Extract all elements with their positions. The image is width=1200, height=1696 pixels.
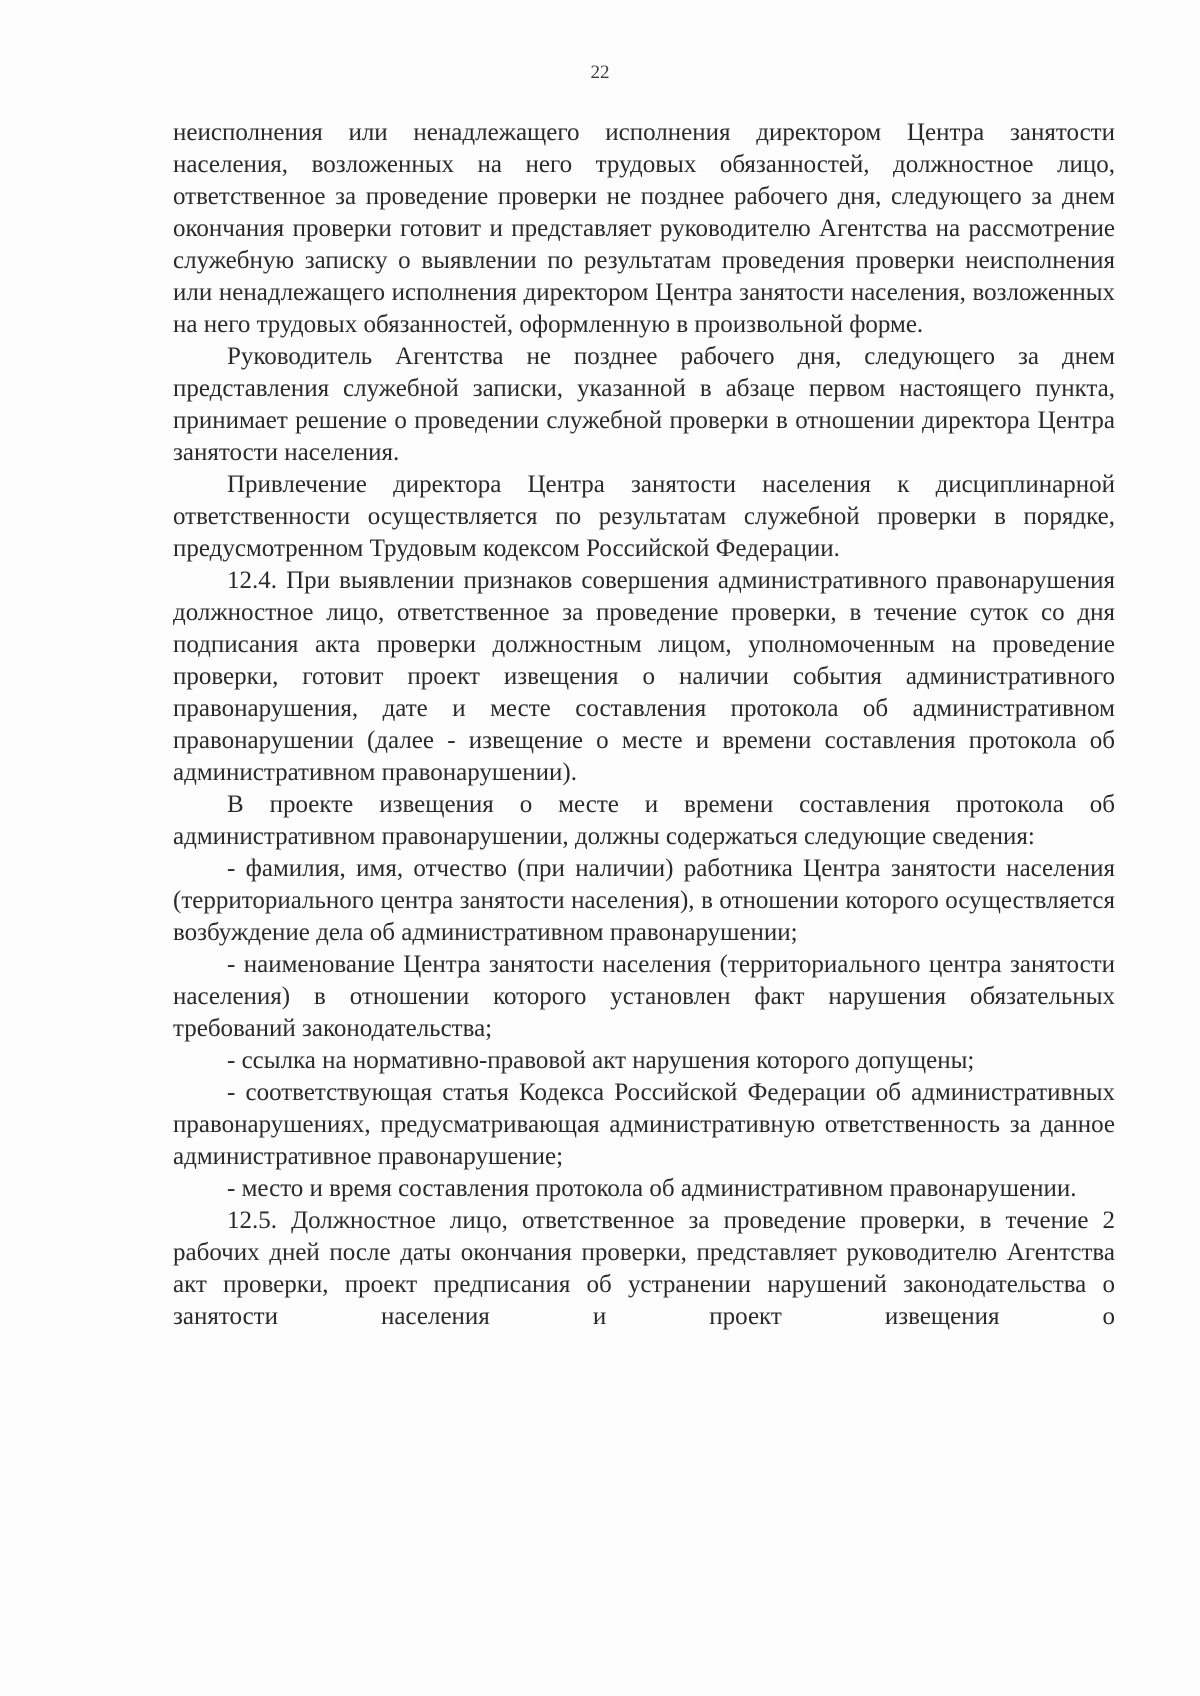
list-item-center-name: - наименование Центра занятости населения (территориального центра занятости населения) в отношении которого установлен факт нарушения обязательных требований законодательства; bbox=[173, 951, 1115, 1042]
paragraph-continuation: неисполнения или ненадлежащего исполнения директором Центра занятости населения, возложенных на него трудовых обязанностей, должностное лицо, ответственное за проведение проверки не позднее рабочего дня, следующего за днем окончания проверки готовит и представляет руководителю Агентства на рассмотрение служебную записку о выявлении по результатам проведения проверки неисполнения или ненадлежащего исполнения директором Центра занятости населения, возложенных на него трудовых обязанностей, оформленную в произвольной форме. bbox=[173, 119, 1115, 338]
paragraph-notice-contents: В проекте извещения о месте и времени составления протокола об административном правонарушении, должны содержаться следующие сведения: bbox=[173, 791, 1115, 850]
list-item-place-and-time: - место и время составления протокола об административном правонарушении. bbox=[227, 1175, 1077, 1202]
paragraph-12-5: 12.5. Должностное лицо, ответственное за проведение проверки, в течение 2 рабочих дней после даты окончания проверки, представляет руководителю Агентства акт проверки, проект предписания об устранении нарушений законодательства о занятости населения и проект извещения о bbox=[173, 1207, 1115, 1330]
list-item-employee-name: - фамилия, имя, отчество (при наличии) работника Центра занятости населения (территориального центра занятости населения), в отношении которого осуществляется возбуждение дела об административном правонарушении; bbox=[173, 855, 1115, 946]
document-body bbox=[173, 117, 1115, 1333]
paragraph-disciplinary-liability: Привлечение директора Центра занятости населения к дисциплинарной ответственности осуществляется по результатам служебной проверки в порядке, предусмотренном Трудовым кодексом Российской Федерации. bbox=[173, 471, 1115, 562]
list-item-legal-act-reference: - ссылка на нормативно-правовой акт нарушения которого допущены; bbox=[227, 1047, 975, 1074]
page-number: 22 bbox=[590, 62, 610, 83]
list-item-code-article: - соответствующая статья Кодекса Российской Федерации об административных правонарушениях, предусматривающая административную ответственность за данное административное правонарушение; bbox=[173, 1079, 1115, 1170]
paragraph-agency-head-decision: Руководитель Агентства не позднее рабочего дня, следующего за днем представления служебной записки, указанной в абзаце первом настоящего пункта, принимает решение о проведении служебной проверки в отношении директора Центра занятости населения. bbox=[173, 343, 1115, 466]
paragraph-12-4: 12.4. При выявлении признаков совершения административного правонарушения должностное лицо, ответственное за проведение проверки, в течение суток со дня подписания акта проверки должностным лицом, уполномоченным на проведение проверки, готовит проект извещения о наличии события административного правонарушения, дате и месте составления протокола об административном правонарушении (далее - извещение о месте и времени составления протокола об административном правонарушении). bbox=[173, 567, 1115, 786]
